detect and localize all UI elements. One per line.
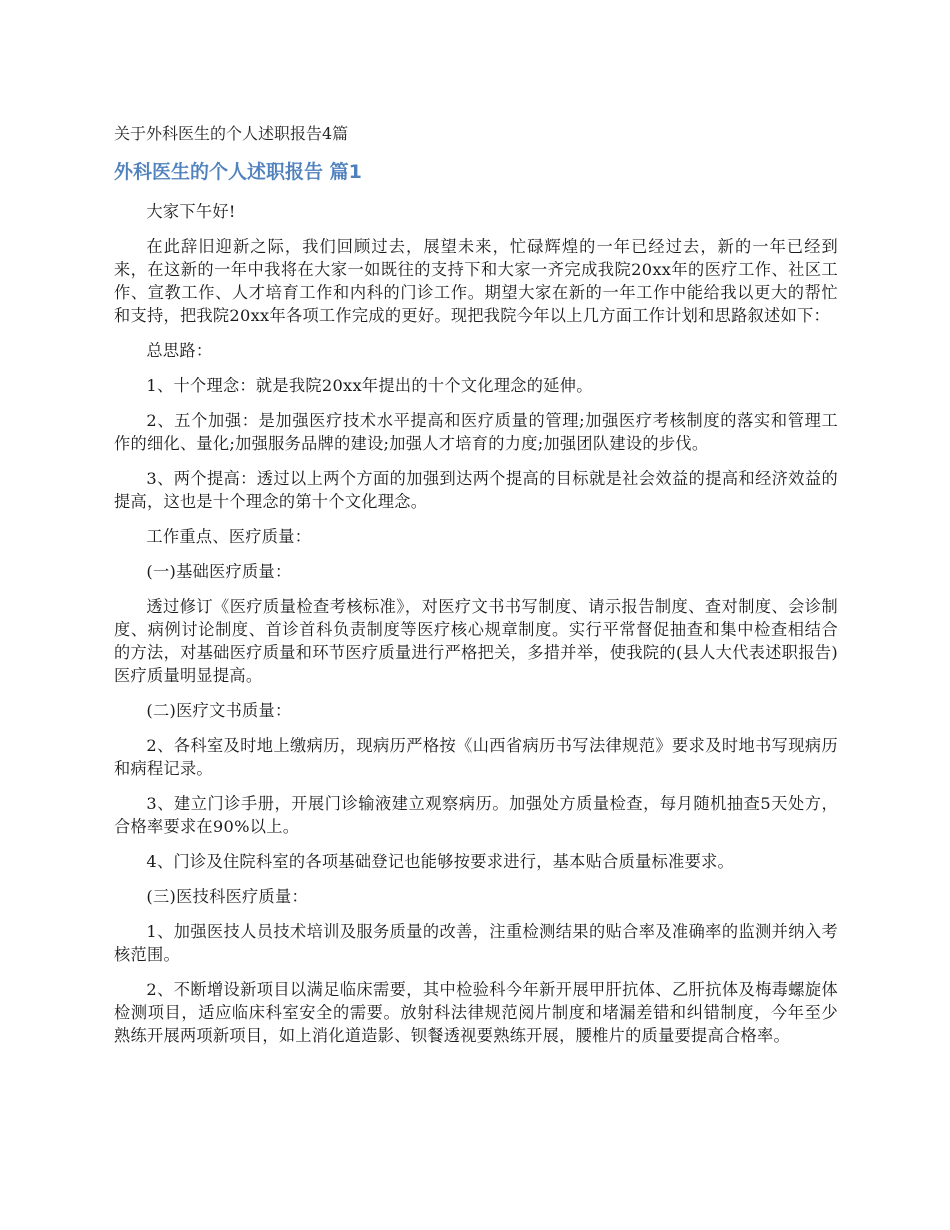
paragraph-work-focus: 工作重点、医疗质量： <box>146 527 312 546</box>
paragraph-two-improve: 3、两个提高：透过以上两个方面的加强到达两个提高的目标就是社会效益的提高和经济效益的提高，这也是十个理念的第十个文化理念。 <box>114 469 838 511</box>
paragraph-subheading-medtech: (三)医技科医疗质量： <box>146 887 309 906</box>
paragraph-greeting: 大家下午好! <box>146 202 236 221</box>
paragraph-subheading-basic-quality: (一)基础医疗质量： <box>146 562 292 581</box>
paragraph-documents-4: 4、门诊及住院科室的各项基础登记也能够按要求进行，基本贴合质量标准要求。 <box>146 852 735 871</box>
paragraph-intro: 在此辞旧迎新之际，我们回顾过去，展望未来，忙碌辉煌的一年已经过去，新的一年已经到来，在这新的一年中我将在大家一如既往的支持下和大家一齐完成我院20xx年的医疗工作、社区工作、宣教工作、人才培育工作和内科的门诊工作。期望大家在新的一年工作中能给我以更大的帮忙和支持，把我院20xx年各项工作完成的更好。现把我院今年以上几方面工作计划和思路叙述如下： <box>114 237 838 325</box>
paragraph-medtech-2: 2、不断增设新项目以满足临床需要，其中检验科今年新开展甲肝抗体、乙肝抗体及梅毒螺旋体检测项目，适应临床科室安全的需要。放射科法律规范阅片制度和堵漏差错和纠错制度，今年至少熟练开展两项新项目，如上消化道造影、钡餐透视要熟练开展，腰椎片的质量要提高合格率。 <box>114 980 838 1045</box>
section-heading: 外科医生的个人述职报告 篇1 <box>114 161 362 183</box>
paragraph-basic-quality: 透过修订《医疗质量检查考核标准》，对医疗文书书写制度、请示报告制度、查对制度、会诊制度、病例讨论制度、首诊首科负责制度等医疗核心规章制度。实行平常督促抽查和集中检查相结合的方法，对基础医疗质量和环节医疗质量进行严格把关，多措并举，使我院的(县人大代表述职报告)医疗质量明显提高。 <box>114 597 838 685</box>
paragraph-documents-2: 2、各科室及时地上缴病历，现病历严格按《山西省病历书写法律规范》要求及时地书写现病历和病程记录。 <box>114 736 838 778</box>
paragraph-subheading-documents: (二)医疗文书质量： <box>146 701 292 720</box>
paragraph-documents-3: 3、建立门诊手册，开展门诊输液建立观察病历。加强处方质量检查，每月随机抽查5天处方，合格率要求在90%以上。 <box>114 794 838 836</box>
document-page <box>114 122 838 1059</box>
paragraph-five-strengthen: 2、五个加强：是加强医疗技术水平提高和医疗质量的管理;加强医疗考核制度的落实和管理工作的细化、量化;加强服务品牌的建设;加强人才培育的力度;加强团队建设的步伐。 <box>114 411 838 453</box>
paragraph-ten-concepts: 1、十个理念：就是我院20xx年提出的十个文化理念的延伸。 <box>146 376 593 395</box>
document-title: 关于外科医生的个人述职报告4篇 <box>114 124 349 143</box>
paragraph-overall-idea: 总思路： <box>146 341 213 360</box>
paragraph-medtech-1: 1、加强医技人员技术培训及服务质量的改善，注重检测结果的贴合率及准确率的监测并纳入考核范围。 <box>114 922 838 964</box>
